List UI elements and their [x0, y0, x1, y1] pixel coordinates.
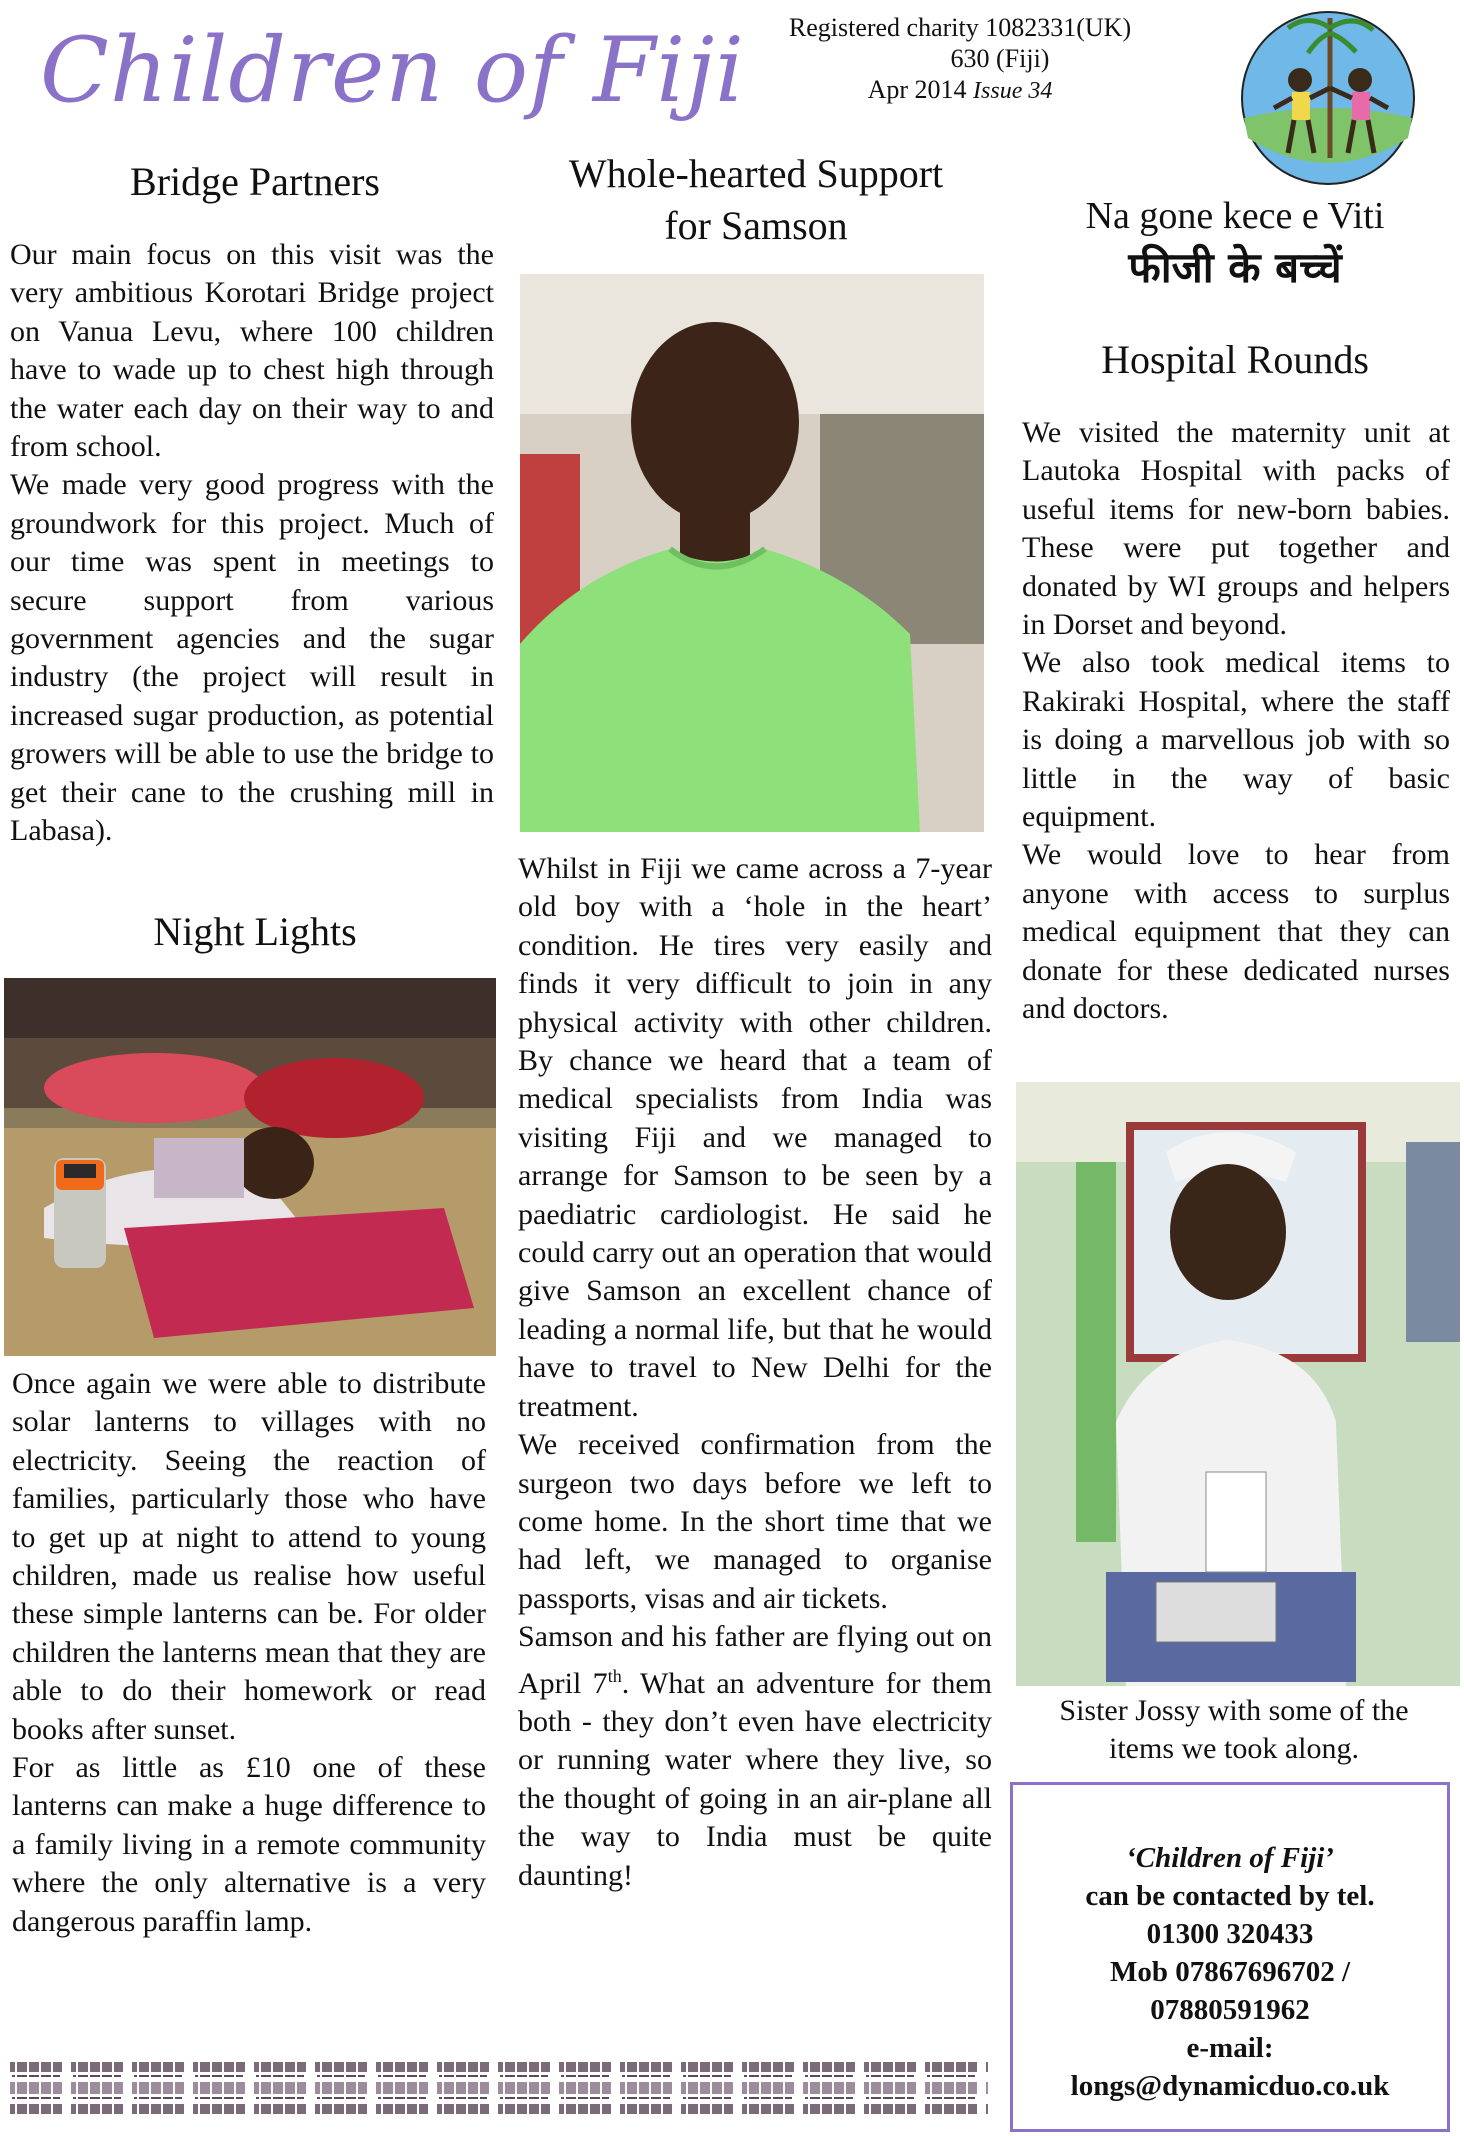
- charity-number-uk: Registered charity 1082331(UK): [788, 13, 1132, 42]
- contact-mob-2: 07880591962: [1150, 1994, 1310, 2026]
- samson-p3-sup: th: [607, 1665, 622, 1686]
- night-lights-heading: Night Lights: [153, 909, 357, 954]
- hospital-paragraph-1: We visited the maternity unit at Lautoka Hospital with packs of useful items for new-born babies. These were put together and donated by WI groups and helpers in Dorset and beyond.: [1022, 416, 1450, 642]
- caption-line-1: Sister Jossy with some of the: [1059, 1694, 1409, 1727]
- contact-tel: 01300 320433: [1146, 1918, 1314, 1950]
- hospital-paragraph-3: We would love to hear from anyone with access to surplus medical equipment that they can donate for these dedicated nurses and doctors.: [1022, 838, 1450, 1026]
- contact-email[interactable]: longs@dynamicduo.co.uk: [1070, 2070, 1390, 2102]
- bridge-article: [10, 236, 494, 851]
- hospital-article: [1022, 414, 1450, 1029]
- samson-heading: [516, 148, 996, 252]
- samson-paragraph-3: [518, 1618, 992, 1895]
- contact-org: ‘Children of Fiji’: [1126, 1842, 1334, 1874]
- bridge-paragraph-1: Our main focus on this visit was the very ambitious Korotari Bridge project on Vanua Levu, where 100 children have to wade up to chest high through the water each day on their way to and from school.: [10, 238, 494, 464]
- caption-line-2: items we took along.: [1109, 1732, 1359, 1765]
- contact-mob-1: Mob 07867696702 /: [1109, 1956, 1351, 1988]
- night-lights-article: [12, 1365, 486, 1941]
- samson-photo: [520, 274, 984, 832]
- hospital-heading: Hospital Rounds: [1101, 337, 1369, 382]
- hospital-paragraph-2: We also took medical items to Rakiraki Hospital, where the staff is doing a marvellous job with so little in the way of basic equipment.: [1022, 646, 1450, 834]
- samson-p3-start: Samson and his father are flying out on April 7: [518, 1620, 992, 1700]
- decorative-footer-border: [8, 2058, 988, 2118]
- charity-info: [760, 12, 1160, 107]
- bridge-paragraph-2: We made very good progress with the groundwork for this project. Much of our time was spent in meetings to secure support from various government agencies and the sugar industry (the project will result in increased sugar production, as potential growers will be able to use the bridge to get their cane to the crushing mill in Labasa).: [10, 468, 494, 848]
- samson-p3-end: . What an adventure for them both - they don’t even have electricity or running water where they live, so the thought of going in an air-plane all the way to India must be quite daunting!: [518, 1666, 992, 1892]
- date: Apr 2014: [867, 75, 967, 104]
- charity-logo: [1238, 8, 1418, 188]
- night-lights-paragraph-2: For as little as £10 one of these lanterns can make a huge difference to a family living in a remote community where the only alternative is a very dangerous paraffin lamp.: [12, 1751, 486, 1938]
- night-lights-photo: [4, 978, 496, 1356]
- contact-email-label: e-mail:: [1186, 2032, 1274, 2064]
- sister-jossy-photo: [1016, 1082, 1460, 1686]
- samson-paragraph-1: Whilst in Fiji we came across a 7-year old boy with a ‘hole in the heart’ condition. He tires very easily and finds it very difficult to join in any physical activity with other children. By chance we heard that a team of medical specialists from India was visiting Fiji and we managed to arrange for Samson to be seen by a paediatric cardiologist. He said he could carry out an operation that would give Samson an excellent chance of leading a normal life, but that he would have to travel to New Delhi for the treatment.: [518, 852, 992, 1423]
- charity-number-fiji: 630 (Fiji): [950, 44, 1050, 73]
- hindi-title: फीजी के बच्चें: [1128, 243, 1342, 292]
- samson-heading-line-2: for Samson: [664, 203, 848, 248]
- bridge-heading: Bridge Partners: [130, 159, 380, 204]
- contact-box: [1010, 1782, 1450, 2132]
- samson-heading-line-1: Whole-hearted Support: [568, 151, 944, 196]
- night-lights-paragraph-1: Once again we were able to distribute solar lanterns to villages with no electricity. Seeing the reaction of families, particularly those who have to get up at night to attend to young children, made us realise how useful these simple lanterns can be. For older children the lanterns mean that they are able to do their homework or read books after sunset.: [12, 1367, 486, 1746]
- samson-paragraph-2: We received confirmation from the surgeon two days before we left to come home. In the short time that we had left, we managed to organise passports, visas and air tickets.: [518, 1428, 992, 1615]
- issue-date: [760, 74, 1160, 107]
- fijian-title: Na gone kece e Viti: [1085, 195, 1385, 237]
- contact-intro: can be contacted by tel.: [1085, 1880, 1375, 1912]
- samson-article: [518, 850, 992, 1895]
- issue-number: Issue 34: [973, 78, 1053, 104]
- photo-caption: [1020, 1692, 1448, 1768]
- masthead-title: Children of Fiji: [40, 18, 745, 123]
